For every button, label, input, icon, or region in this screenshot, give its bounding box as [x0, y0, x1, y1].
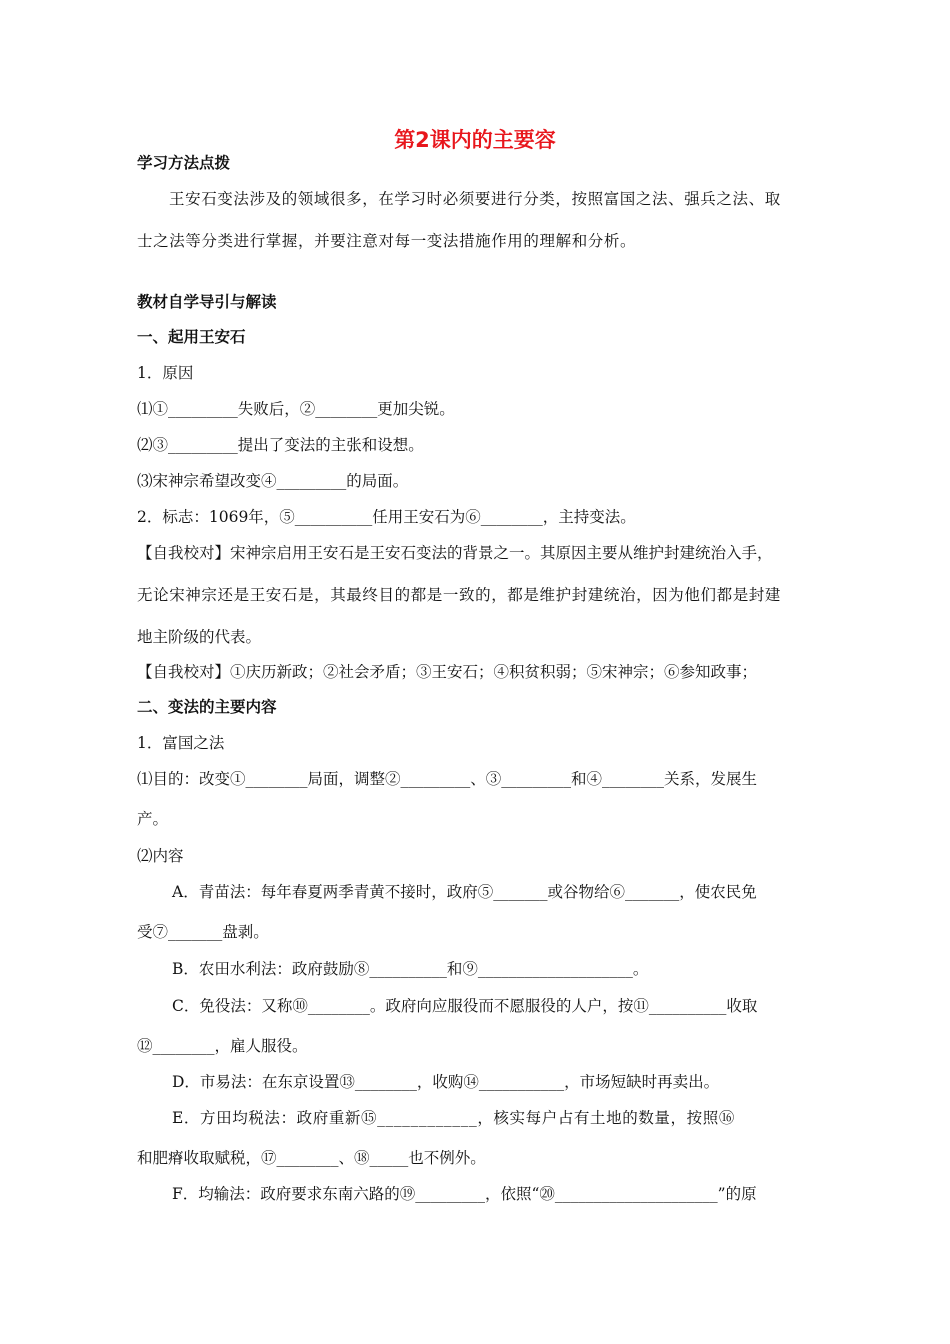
fill-blank-line: 和肥瘠收取赋税，⑰________、⑱_____也不例外。	[137, 1149, 486, 1167]
page-title: 第2课内的主要容	[394, 128, 556, 152]
fill-blank-line: ⑫________，雇人服役。	[137, 1037, 308, 1055]
fill-blank-line: 产。	[137, 810, 169, 828]
fill-blank-line: 受⑦_______盘剥。	[137, 923, 269, 941]
fill-blank-line: ⑶宋神宗希望改变④_________的局面。	[137, 472, 409, 490]
self-check-line: 【自我校对】宋神宗启用王安石是王安石变法的背景之一。其原因主要从维护封建统治入手，	[137, 544, 773, 562]
section-heading: 一、起用王安石	[137, 328, 246, 346]
self-check-line: 无论宋神宗还是王安石是，其最终目的都是一致的，都是维护封建统治，因为他们都是封建	[137, 586, 782, 604]
method-heading: 学习方法点拨	[137, 154, 231, 172]
fill-blank-line: F．均输法：政府要求东南六路的⑲_________，依照“⑳_____________________”的原	[172, 1185, 757, 1203]
fill-blank-line: C．免役法：又称⑩________。政府向应服役而不愿服役的人户，按⑪__________收取	[172, 997, 758, 1015]
fill-blank-line: D．市易法：在东京设置⑬________，收购⑭___________，市场短缺时再卖出。	[172, 1073, 720, 1091]
section-heading: 二、变法的主要内容	[137, 698, 277, 716]
self-check-line: 地主阶级的代表。	[137, 628, 262, 646]
fill-blank-line: 2．标志：1069年，⑤__________任用王安石为⑥________，主持变法。	[137, 508, 636, 526]
list-item: 1．原因	[137, 364, 194, 382]
fill-blank-line: A．青苗法：每年春夏两季青黄不接时，政府⑤_______或谷物给⑥_______，使农民免	[172, 883, 757, 901]
guide-heading: 教材自学导引与解读	[137, 293, 277, 311]
self-check-answers: 【自我校对】①庆历新政；②社会矛盾；③王安石；④积贫积弱；⑤宋神宗；⑥参知政事；	[137, 663, 758, 681]
method-paragraph-line: 王安石变法涉及的领域很多，在学习时必须要进行分类，按照富国之法、强兵之法、取	[169, 190, 781, 208]
list-item: ⑵内容	[137, 847, 184, 865]
method-paragraph-line: 士之法等分类进行掌握，并要注意对每一变法措施作用的理解和分析。	[137, 232, 637, 250]
fill-blank-line: ⑴目的：改变①________局面，调整②_________、③_________和④________关系，发展生	[137, 770, 758, 788]
fill-blank-line: ⑴①_________失败后，②________更加尖锐。	[137, 400, 455, 418]
fill-blank-line: ⑵③_________提出了变法的主张和设想。	[137, 436, 424, 454]
fill-blank-line: B．农田水利法：政府鼓励⑧__________和⑨____________________。	[172, 960, 649, 978]
list-item: 1．富国之法	[137, 734, 225, 752]
fill-blank-line: E．方田均税法：政府重新⑮____________，核实每户占有土地的数量，按照⑯	[172, 1109, 735, 1127]
